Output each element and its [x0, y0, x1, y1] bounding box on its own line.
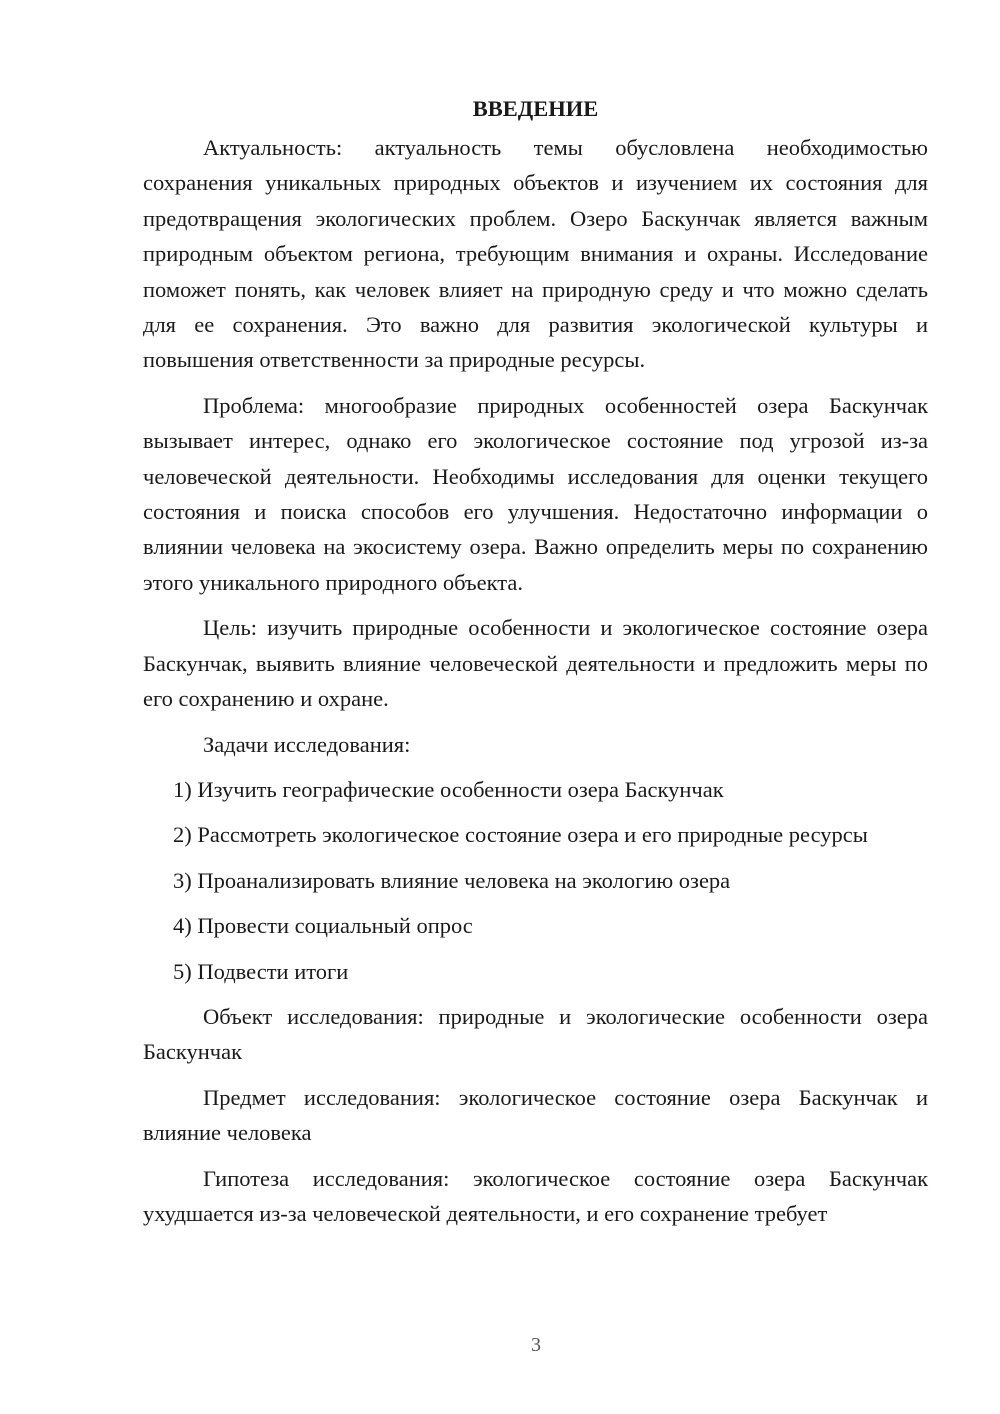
- task-item-5: 5) Подвести итоги: [173, 958, 349, 984]
- page-number: 3: [531, 1334, 541, 1356]
- paragraph-problem: Проблема: многообразие природных особенностей озера Баскунчак вызывает интерес, однако его экологическое состояние под угрозой из-за человеческой деятельности. Необходимы исследования для оценки текущего состояния и поиска способов его улучшения. Недостаточно информации о влиянии человека на экосистему озера. Важно определить меры по сохранению этого уникального природного объекта.: [143, 392, 928, 595]
- paragraph-hypothesis: Гипотеза исследования: экологическое состояние озера Баскунчак ухудшается из-за человеческой деятельности, и его сохранение требует: [143, 1165, 928, 1226]
- task-item-1: 1) Изучить географические особенности озера Баскунчак: [173, 776, 724, 802]
- task-item-2: 2) Рассмотреть экологическое состояние озера и его природные ресурсы: [173, 822, 868, 848]
- paragraph-goal: Цель: изучить природные особенности и экологическое состояние озера Баскунчак, выявить влияние человеческой деятельности и предложить меры по его сохранению и охране.: [143, 615, 928, 712]
- document-page: [143, 94, 928, 1241]
- paragraph-object: Объект исследования: природные и экологические особенности озера Баскунчак: [143, 1003, 928, 1065]
- paragraph-relevance: Актуальность: актуальность темы обусловлена необходимостью сохранения уникальных природных объектов и изучением их состояния для предотвращения экологических проблем. Озеро Баскунчак является важным природным объектом региона, требующим внимания и охраны. Исследование поможет понять, как человек влияет на природную среду и что можно сделать для ее сохранения. Это важно для развития экологической культуры и повышения ответственности за природные ресурсы.: [143, 135, 928, 373]
- section-title: ВВЕДЕНИЕ: [472, 96, 599, 121]
- paragraph-tasks-heading: Задачи исследования:: [203, 731, 411, 757]
- paragraph-subject: Предмет исследования: экологическое состояние озера Баскунчак и влияние человека: [143, 1084, 928, 1146]
- task-item-3: 3) Проанализировать влияние человека на экологию озера: [173, 867, 731, 893]
- task-item-4: 4) Провести социальный опрос: [173, 913, 473, 939]
